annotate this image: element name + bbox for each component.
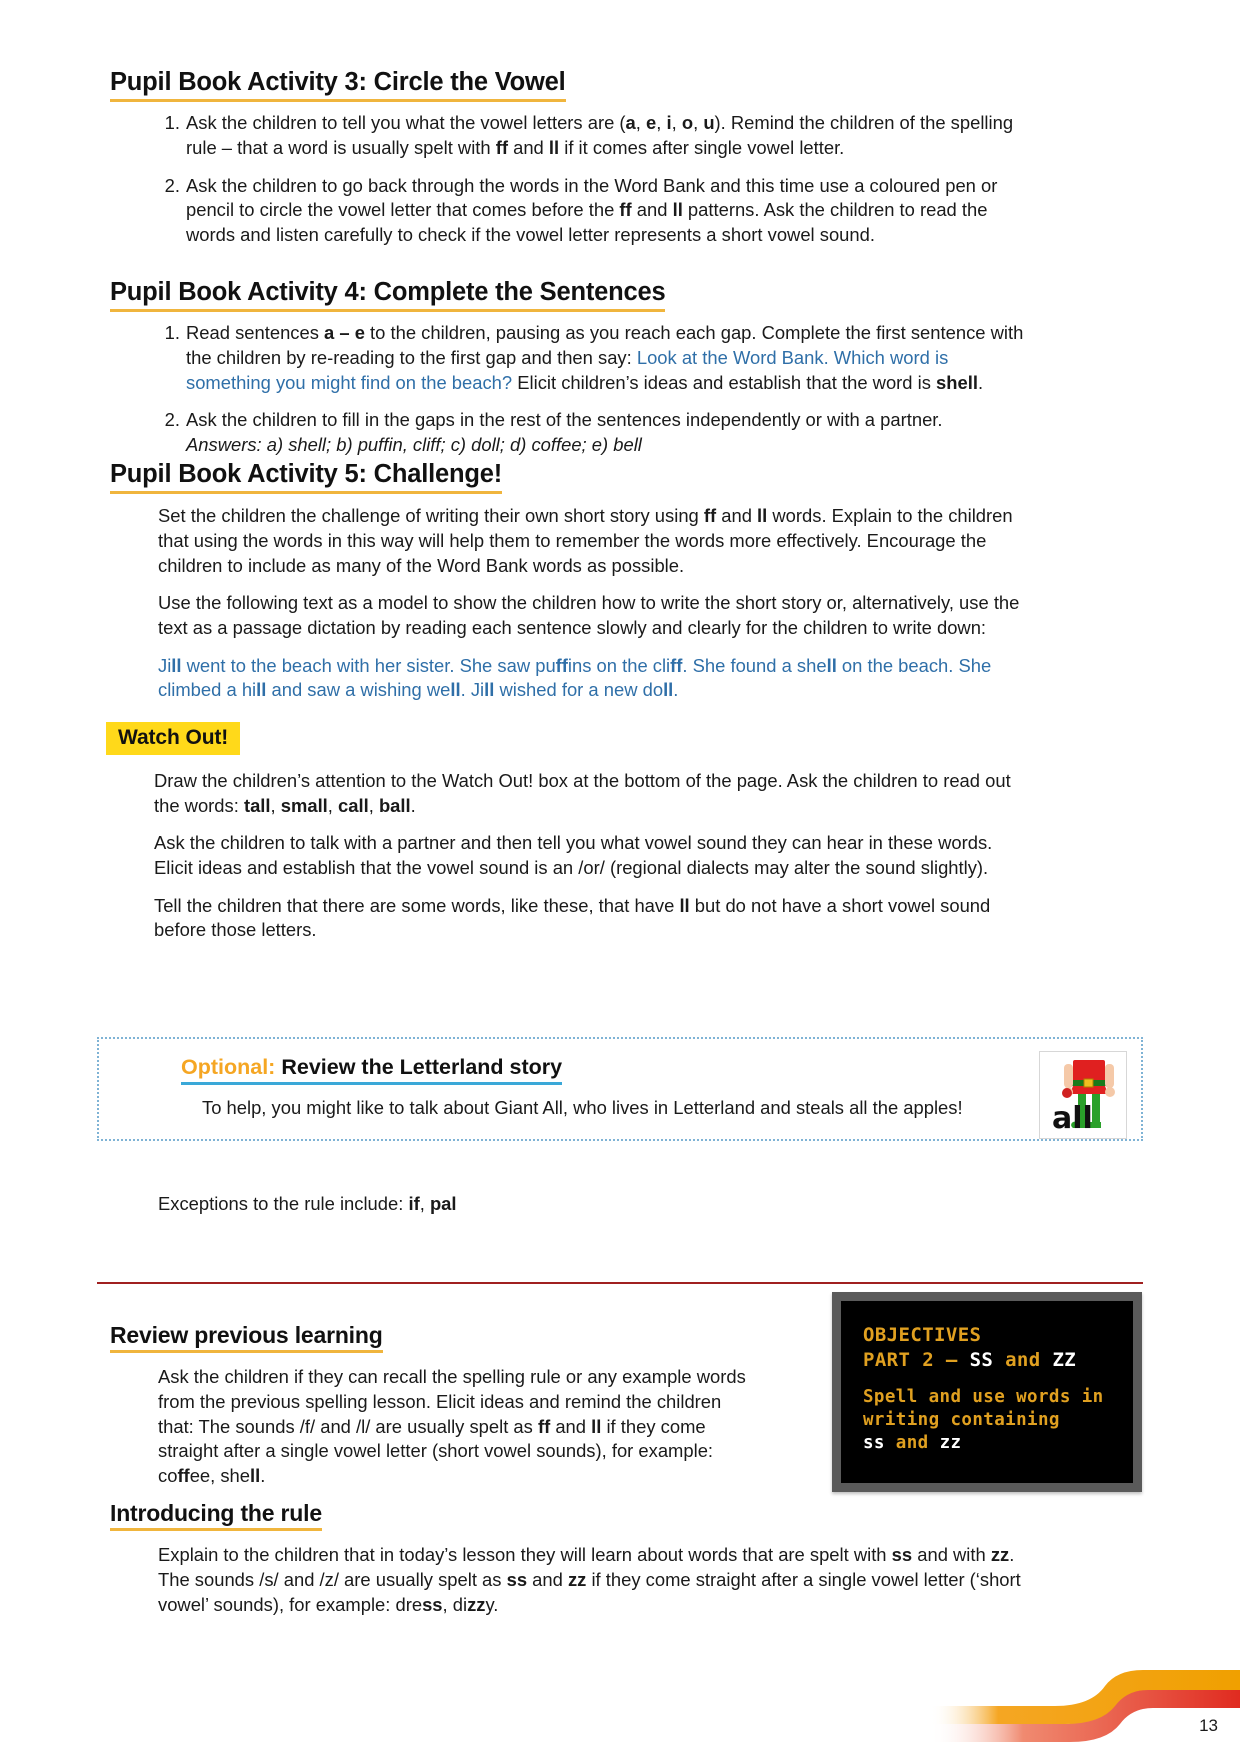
giant-all-icon xyxy=(1040,1052,1126,1138)
text-run: and saw a wishing we xyxy=(266,679,451,701)
introducing-section xyxy=(110,1500,1025,1630)
text-run: and xyxy=(550,1415,592,1437)
grapheme-ll: ll xyxy=(679,894,690,916)
grapheme-ll: ll xyxy=(591,1415,602,1437)
grapheme-ll: ll xyxy=(171,654,182,676)
text-run: Ask the children to tell you what the vowel letters are ( xyxy=(186,112,626,134)
text-run: . xyxy=(260,1465,266,1487)
text-run: ee, she xyxy=(189,1465,251,1487)
paragraph xyxy=(154,769,1021,818)
grapheme-ff: ff xyxy=(177,1465,190,1487)
list-text xyxy=(186,409,943,455)
text-run: wished for a new do xyxy=(494,679,664,701)
list-item xyxy=(110,111,1025,160)
text-run: and with xyxy=(912,1544,991,1566)
word-small: small xyxy=(280,794,328,816)
text-run: and xyxy=(884,1433,940,1454)
text-run: . Ji xyxy=(460,679,485,701)
text-run: Exceptions to the rule include: xyxy=(158,1193,409,1214)
text-run: Elicit children’s ideas and establish that the word is xyxy=(512,371,937,393)
grapheme-zz: zz xyxy=(990,1544,1010,1566)
text-run: , xyxy=(656,112,667,134)
grapheme-ll: ll xyxy=(826,654,837,676)
grapheme-ff: ff xyxy=(495,136,508,158)
grapheme-ff: ff xyxy=(619,199,632,221)
optional-label: Optional: xyxy=(181,1055,276,1079)
grapheme-ss: ss xyxy=(506,1569,528,1591)
optional-content xyxy=(181,1055,1127,1120)
word-if: if xyxy=(408,1193,420,1214)
grapheme-ll: ll xyxy=(663,679,674,701)
list-text xyxy=(186,112,1013,158)
spacer xyxy=(863,1374,1113,1386)
vowel-e: e xyxy=(646,112,657,134)
grapheme-ss: ss xyxy=(891,1544,913,1566)
grapheme-ll: ll xyxy=(250,1465,261,1487)
text-run: to the children, pausing as you reach each gap. Complete the first sentence with the children by re-reading to the first gap and then say: xyxy=(186,322,1024,368)
grapheme-ff: ff xyxy=(537,1415,551,1437)
text-run: but do not have a short vowel sound before those letters. xyxy=(154,894,991,941)
text-run: , xyxy=(635,112,647,134)
optional-callout-box xyxy=(97,1037,1143,1141)
grapheme-ll: ll xyxy=(548,136,560,158)
optional-body: To help, you might like to talk about Giant All, who lives in Letterland and steals all the apples! xyxy=(202,1096,963,1118)
text-run: if they come straight after a single vowel letter (‘short vowel’ sounds), for example: dre xyxy=(158,1569,1021,1615)
activity-4-heading: Pupil Book Activity 4: Complete the Sentences xyxy=(110,278,665,312)
paragraph: Use the following text as a model to show the children how to write the short story or, alternatively, use the text as a passage dictation by reading each sentence slowly and clearly for the children to write down: xyxy=(158,592,1020,638)
text-run: . The sounds /s/ and /z/ are usually spelt as xyxy=(158,1544,1015,1591)
list-number: 1. xyxy=(164,322,180,344)
grapheme-zz: ZZ xyxy=(1052,1349,1077,1372)
paragraph: Ask the children to talk with a partner and then tell you what vowel sound they can hear in these words. Elicit ideas and establish that the vowel sound is an /or/ (regional dialects may alter the sound slightly). xyxy=(154,832,993,878)
text-run: Set the children the challenge of writing their own short story using xyxy=(158,505,704,527)
teacher-script: Look at the Word Bank. Which word is something you might find on the beach? xyxy=(186,346,949,393)
grapheme-zz: zz xyxy=(467,1593,486,1615)
watch-out-section xyxy=(106,722,1021,956)
watch-out-body xyxy=(154,769,1021,943)
grapheme-ss: ss xyxy=(422,1593,443,1615)
objectives-title: OBJECTIVES xyxy=(863,1324,982,1346)
paragraph xyxy=(158,504,1025,578)
text-run: , xyxy=(270,794,281,816)
text-run: , xyxy=(671,112,682,134)
text-run: Tell the children that there are some words, like these, that have xyxy=(154,894,680,916)
exceptions-line xyxy=(158,1192,958,1217)
text-run: Read sentences xyxy=(186,322,325,344)
grapheme-ss: ss xyxy=(863,1433,885,1454)
svg-text:all: all xyxy=(1052,1101,1093,1136)
text-run: . xyxy=(410,794,416,816)
list-text xyxy=(186,175,997,245)
text-run: Ask the children if they can recall the spelling rule or any example words from the previous spelling lesson. Elicit ideas and remind the children that: The sounds /f/ and /l/ are usually spelt as xyxy=(158,1366,746,1437)
page-number: 13 xyxy=(1199,1716,1218,1735)
word-call: call xyxy=(338,794,369,816)
activity-4-list xyxy=(110,321,1025,457)
text-run: . xyxy=(977,371,984,393)
grapheme-ff: ff xyxy=(703,505,717,527)
activity-3-section xyxy=(110,68,1025,261)
text-run: and xyxy=(507,136,549,158)
grapheme-zz: zz xyxy=(567,1569,587,1591)
sentence-range: a – e xyxy=(324,322,365,344)
list-text xyxy=(186,322,1023,392)
text-run: and xyxy=(993,1349,1053,1372)
optional-heading xyxy=(181,1055,562,1085)
list-item xyxy=(110,408,1025,457)
answer-word: shell xyxy=(936,371,978,393)
text-run: and xyxy=(716,505,758,527)
activity-3-list xyxy=(110,111,1025,247)
introducing-heading: Introducing the rule xyxy=(110,1500,322,1531)
text-run: and xyxy=(527,1569,568,1591)
objective-line-3 xyxy=(863,1432,1113,1455)
text-run: if it comes after single vowel letter. xyxy=(559,136,845,158)
grapheme-ll: ll xyxy=(484,679,495,701)
word-tall: tall xyxy=(243,794,271,816)
introducing-body xyxy=(158,1543,1025,1617)
objective-line-2: writing containing xyxy=(863,1409,1060,1430)
text-run: Ask the children to go back through the words in the Word Bank and this time use a coloured pen or pencil to circle the vowel letter that comes before the xyxy=(186,174,998,221)
objectives-board xyxy=(832,1292,1142,1492)
paragraph xyxy=(158,1543,1025,1617)
word-pal: pal xyxy=(429,1193,457,1214)
activity-3-heading: Pupil Book Activity 3: Circle the Vowel xyxy=(110,68,566,102)
section-divider xyxy=(97,1282,1143,1284)
grapheme-ll: ll xyxy=(256,679,267,701)
text-run: if they come straight after a single vowel letter (short vowel sounds), for example: co xyxy=(158,1415,714,1487)
objectives-board-surface xyxy=(841,1301,1133,1483)
grapheme-ll: ll xyxy=(672,199,683,221)
text-run: , xyxy=(368,794,379,816)
vowel-i: i xyxy=(666,112,672,134)
paragraph xyxy=(158,1365,750,1488)
text-run: Ji xyxy=(158,654,172,676)
watch-out-badge: Watch Out! xyxy=(106,722,240,755)
vowel-u: u xyxy=(703,112,715,134)
answers-line: Answers: a) shell; b) puffin, cliff; c) doll; d) coffee; e) bell xyxy=(186,433,642,455)
text-run: y. xyxy=(485,1593,499,1615)
activity-5-section xyxy=(110,460,1025,716)
text-run: Ask the children to fill in the gaps in the rest of the sentences independently or with a partner. xyxy=(186,409,943,431)
list-item xyxy=(110,174,1025,248)
text-run: . xyxy=(673,679,679,701)
text-run: went to the beach with her sister. She saw pu xyxy=(181,654,556,676)
text-run: on the beach. She climbed a hi xyxy=(158,654,992,701)
review-section xyxy=(110,1322,750,1502)
list-number: 1. xyxy=(164,112,180,134)
optional-title: Review the Letterland story xyxy=(281,1055,563,1079)
text-run: . She found a she xyxy=(682,654,827,676)
text-run: PART 2 – xyxy=(863,1349,970,1372)
activity-5-body xyxy=(158,504,1025,703)
objectives-part xyxy=(863,1348,1113,1373)
text-run: and xyxy=(631,199,673,221)
text-run: , xyxy=(693,112,704,134)
list-number: 2. xyxy=(164,409,180,431)
review-body xyxy=(158,1365,750,1488)
activity-5-heading: Pupil Book Activity 5: Challenge! xyxy=(110,460,502,494)
grapheme-ll: ll xyxy=(757,505,768,527)
vowel-a: a xyxy=(625,112,636,134)
vowel-o: o xyxy=(681,112,694,134)
activity-4-section xyxy=(110,278,1025,471)
list-number: 2. xyxy=(164,174,180,196)
text-run: , xyxy=(327,794,339,816)
model-story xyxy=(158,654,1025,703)
letterland-illustration-card xyxy=(1039,1051,1127,1139)
grapheme-ll: ll xyxy=(450,679,461,701)
list-item xyxy=(110,321,1025,395)
text-run: ins on the cli xyxy=(567,654,671,676)
text-run: patterns. Ask the children to read the words and listen carefully to check if the vowel letter represents a short vowel sound. xyxy=(186,199,988,245)
grapheme-ff: ff xyxy=(670,654,683,676)
footer-swoosh-graphic xyxy=(910,1624,1240,1754)
text-run: Explain to the children that in today’s lesson they will learn about words that are spelt with xyxy=(158,1544,892,1566)
text-run: Draw the children’s attention to the Watch Out! box at the bottom of the page. Ask the children to read out the words: xyxy=(154,770,1011,816)
text-run: words. Explain to the children that using the words in this way will help them to remember the words more effectively. Encourage the children to include as many of the Word Bank words as possible. xyxy=(158,505,1013,576)
review-heading: Review previous learning xyxy=(110,1322,383,1353)
paragraph xyxy=(154,894,1021,943)
text-run: ). Remind the children of the spelling rule – that a word is usually spelt with xyxy=(186,112,1014,158)
objective-line-1: Spell and use words in xyxy=(863,1386,1104,1407)
word-ball: ball xyxy=(378,794,411,816)
grapheme-zz: zz xyxy=(939,1433,962,1454)
grapheme-ss: SS xyxy=(969,1349,994,1372)
text-run: , di xyxy=(442,1593,468,1615)
grapheme-ff: ff xyxy=(555,654,568,676)
text-run: , xyxy=(419,1193,430,1214)
